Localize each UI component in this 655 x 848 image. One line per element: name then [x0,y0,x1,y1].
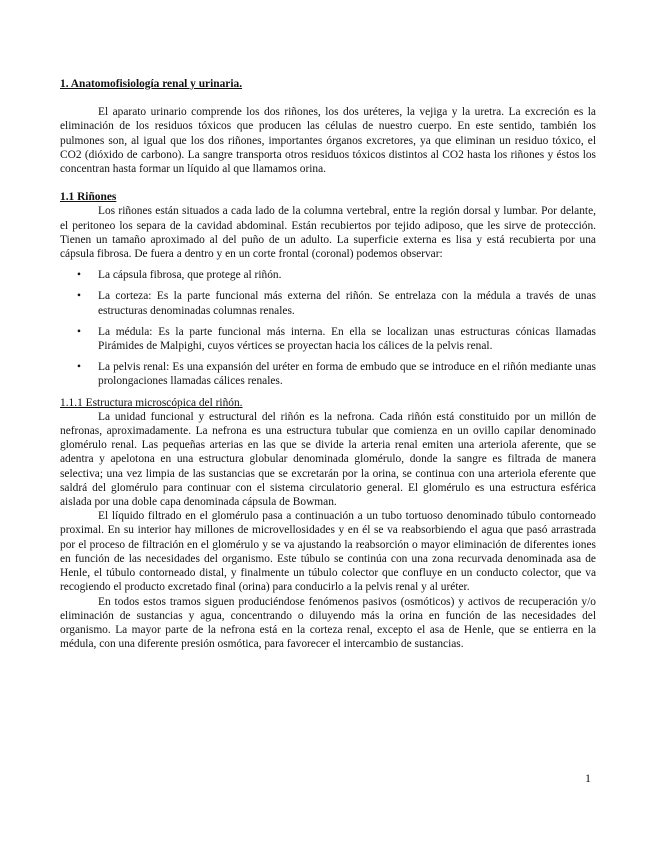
intro-paragraph: El aparato urinario comprende los dos riñones, los dos uréteres, la vejiga y la uretra. La excreción es la eliminación de los residuos tóxicos que producen las células de nuestro cuerpo. En este sentido, también los pulmones son, al igual que los dos riñones, importantes órganos excretores, ya que eliminan un residuo tóxico, el CO2 (dióxido de carbono). La sangre transporta otros residuos tóxicos distintos al CO2 hasta los riñones y éstos los concentran hasta formar un líquido al que llamamos orina. [60,106,596,176]
list-item-text: La médula: Es la parte funcional más interna. En ella se localizan unas estructuras cónicas llamadas Pirámides de Malpighi, cuyos vértices se proyectan hacia los cálices de la pelvis renal. [98,325,596,353]
list-item [60,325,596,353]
bullet-icon: • [77,361,81,374]
page-number: 1 [585,771,591,785]
bullet-icon: • [77,325,81,338]
list-item-text: La cápsula fibrosa, que protege al riñón. [98,269,282,282]
list-item [60,289,596,317]
kidney-layers-list [60,268,596,388]
subsection-title-estructura: 1.1.1 Estructura microscópica del riñón. [60,396,243,409]
bullet-icon: • [77,269,81,282]
list-item [60,360,596,388]
list-item [60,268,596,282]
tramos-paragraph: En todos estos tramos siguen produciéndose fenómenos pasivos (osmóticos) y activos de recuperación y/o eliminación de sustancias y agua, concentrando o diluyendo más la orina en función de las necesidades del organismo. La mayor parte de la nefrona está en la corteza renal, excepto el asa de Henle, que se entierra en la médula, con una diferente presión osmótica, para favorecer el intercambio de sustancias. [60,595,596,651]
list-item-text: La pelvis renal: Es una expansión del uréter en forma de embudo que se introduce en el riñón mediante unas prolongaciones llamadas cálices renales. [98,361,596,388]
rinones-paragraph: Los riñones están situados a cada lado de la columna vertebral, entre la región dorsal y lumbar. Por delante, el peritoneo los separa de la cavidad abdominal. Están recubiertos por tejido adiposo, que les sirve de protección. Tienen un tamaño aproximado al del puño de un adulto. La superficie externa es lisa y está recubierta por una cápsula fibrosa. De fuera a dentro y en un corte frontal (coronal) podemos observar: [60,205,596,261]
list-item-text: La corteza: Es la parte funcional más externa del riñón. Se entrelaza con la médula a través de unas estructuras denominadas columnas renales. [98,290,596,317]
bullet-icon: • [77,290,81,303]
subsection-title-rinones: 1.1 Riñones [60,191,117,204]
page-content [60,77,596,651]
nefrona-paragraph: La unidad funcional y estructural del riñón es la nefrona. Cada riñón está constituido por un millón de nefronas, aproximadamente. La nefrona es una estructura tubular que comienza en un ovillo capilar denominado glomérulo renal. Las pequeñas arterias en las que se divide la arteria renal emiten una arteriola aferente, que se adentra y apelotona en una estructura globular denominada glomérulo, donde la sangre es filtrada de manera selectiva; una vez limpia de las sustancias que se excretarán por la orina, se continua con una arteriola eferente que saldrá del glomérulo para continuar con el sistema circulatorio general. El glomérulo es una estructura esférica aislada por una doble capa denominada cápsula de Bowman. [60,410,596,509]
section-heading: 1. Anatomofisiología renal y urinaria. [60,78,243,90]
filtrado-paragraph: El líquido filtrado en el glomérulo pasa a continuación a un tubo tortuoso denominado túbulo contorneado proximal. En su interior hay millones de microvellosidades y en él se va reabsorbiendo el agua que pasó arrastrada por el proceso de filtración en el glomérulo y se va ajustando la reabsorción o mayor eliminación de diferentes iones en función de las necesidades del organismo. Este túbulo se continúa con una zona recurvada denominada asa de Henle, el túbulo contorneado distal, y finalmente un túbulo colector que confluye en un conducto colector, que va recogiendo el producto excretado final (orina) para conducirlo a la pelvis renal y al uréter. [60,510,596,594]
